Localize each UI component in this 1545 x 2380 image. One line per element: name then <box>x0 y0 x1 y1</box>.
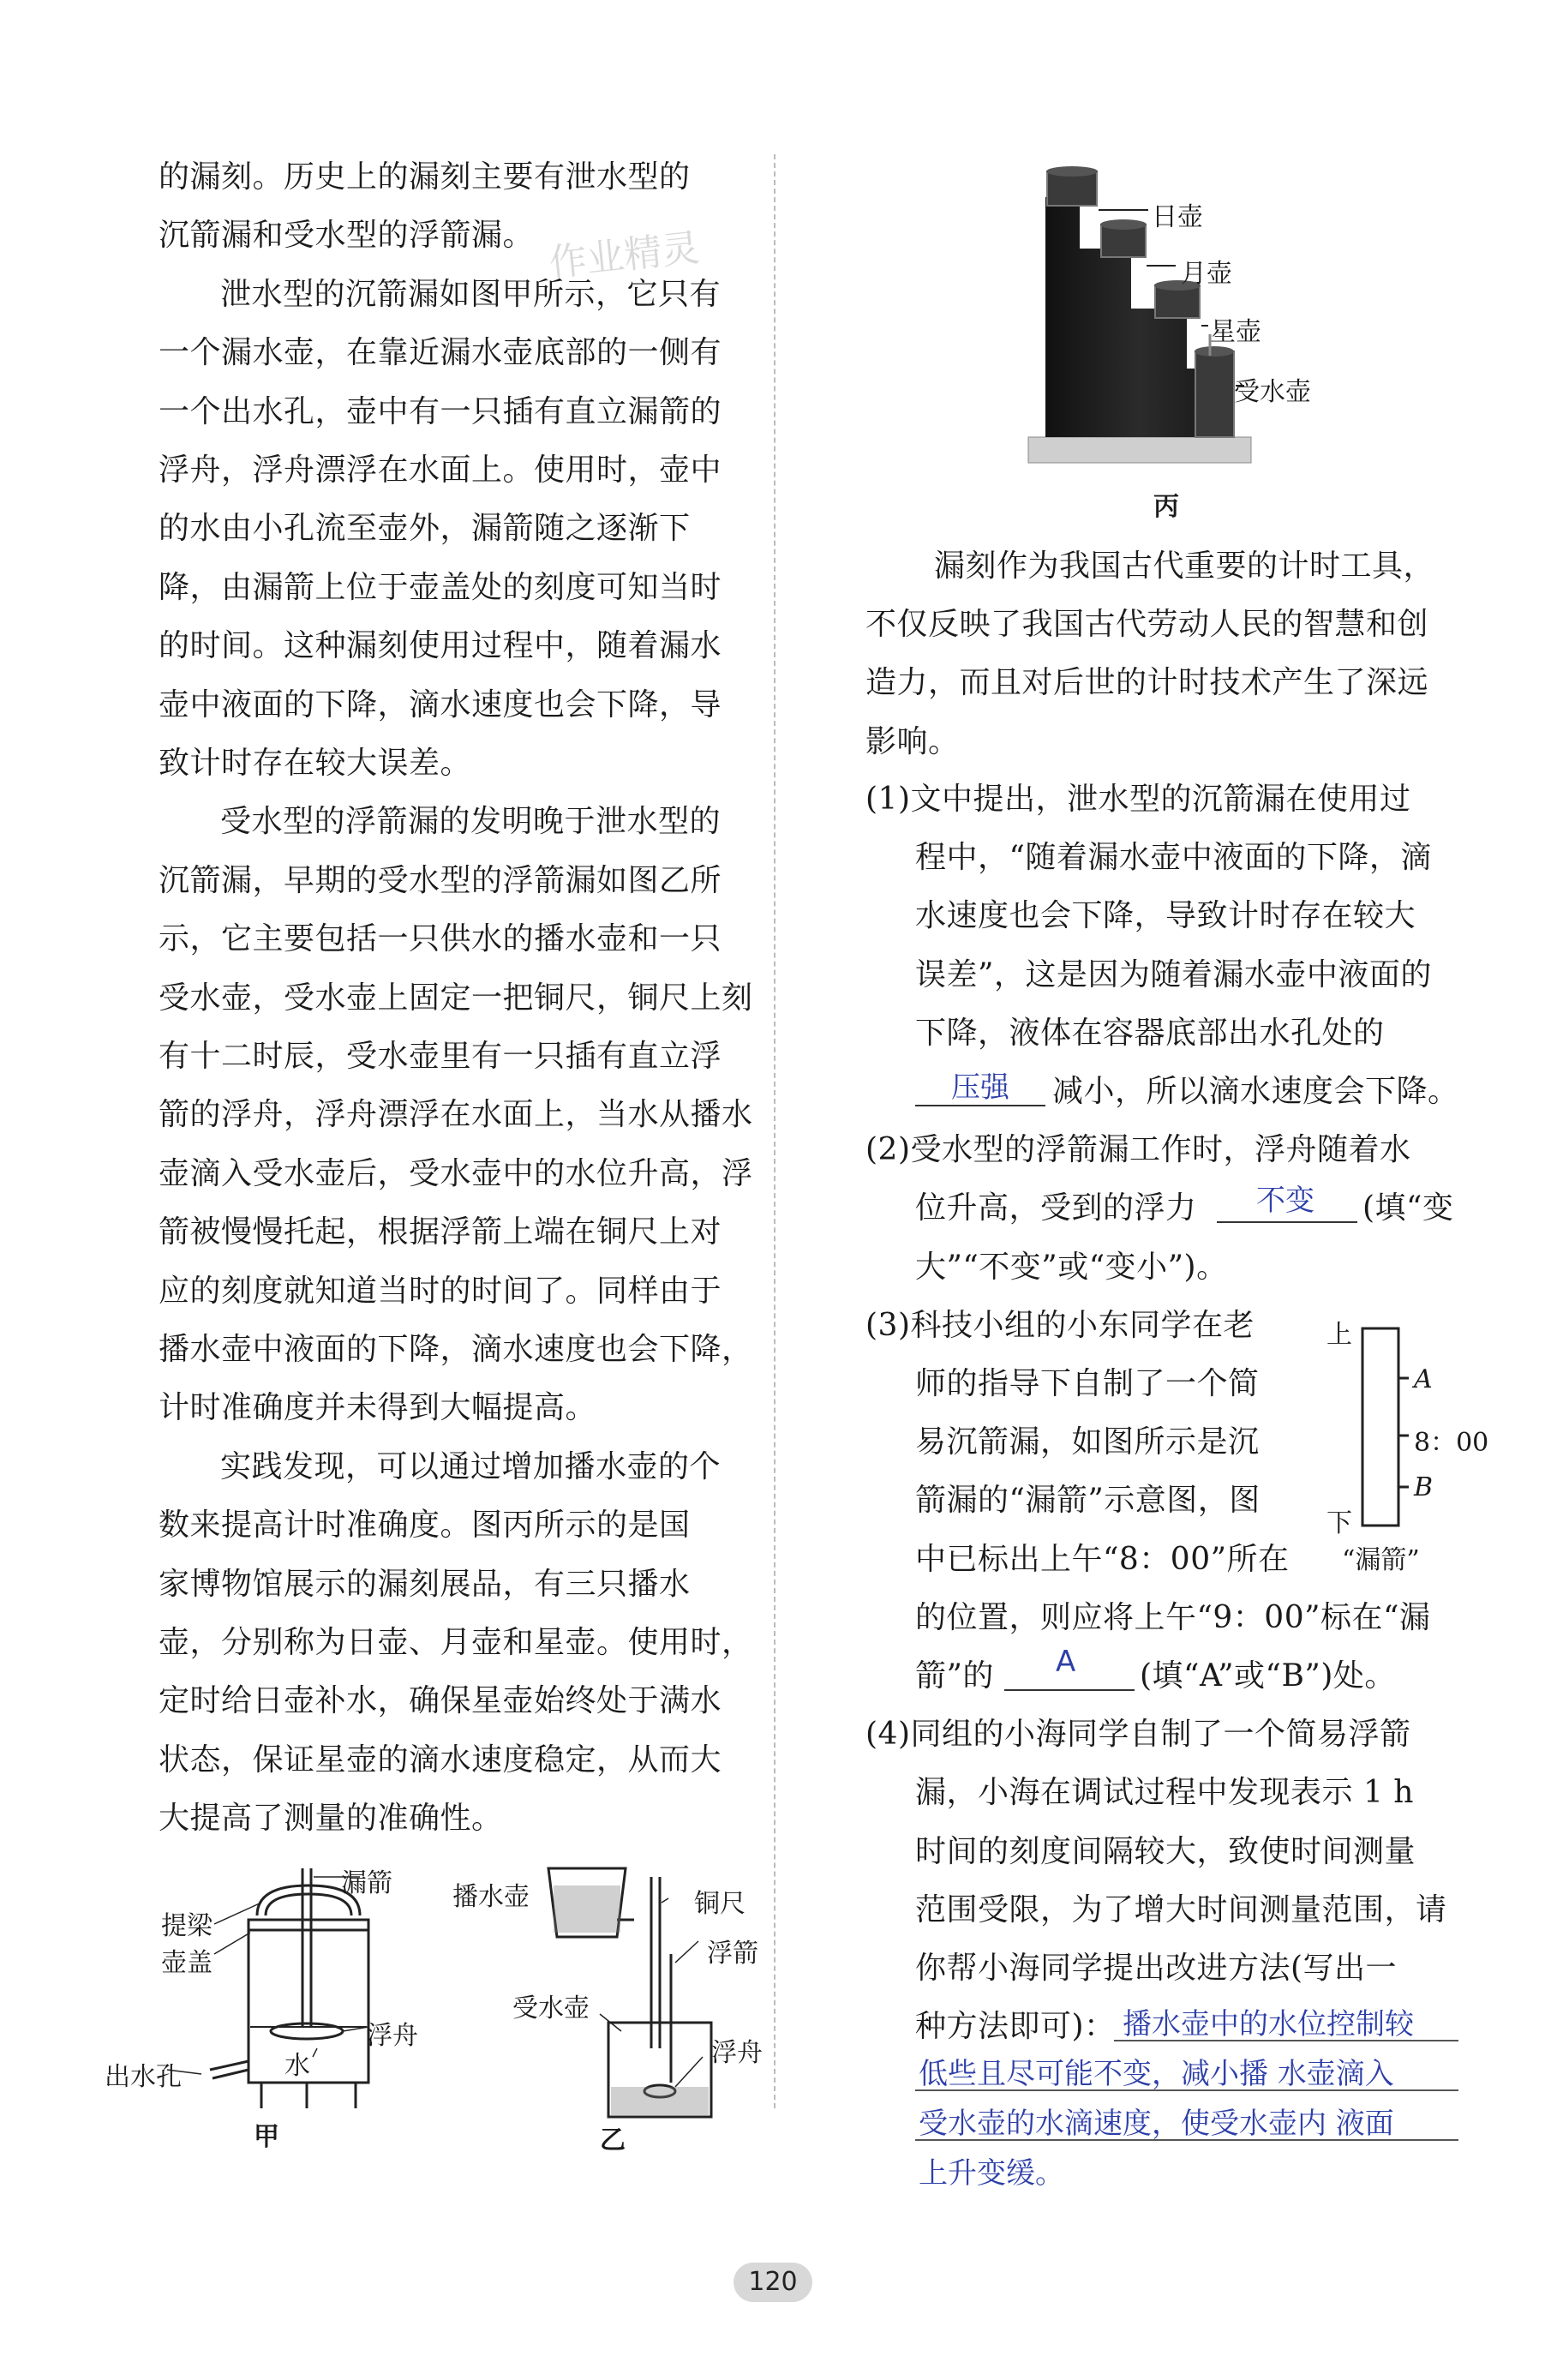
body-text-line: 致计时存在较大误差。 <box>159 746 472 781</box>
q3-text-line: 的位置，则应将上午“9：00”标在“漏 <box>915 1599 1431 1635</box>
q4-text-line: 范围受限，为了增大时间测量范围，请 <box>915 1891 1447 1927</box>
body-text-line: 数来提高计时准确度。图丙所示的是国 <box>159 1508 691 1544</box>
bing-label-sun: 日壶 <box>1152 202 1203 232</box>
q4-answer-handwritten: 播水壶中的水位控制较 <box>1123 2007 1414 2042</box>
q2-answer-handwritten: 不变 <box>1256 1184 1314 1219</box>
scale-top: 上 <box>1326 1320 1352 1350</box>
q4-answer-handwritten: 低些且尽可能不变，减小播 水壶滴入 <box>919 2057 1394 2092</box>
q4-text-line: 漏，小海在调试过程中发现表示 1 h <box>915 1775 1414 1811</box>
scale-label-b: B <box>1414 1472 1434 1502</box>
q3-answer-handwritten: A <box>1056 1645 1076 1679</box>
body-text-line: 播水壶中液面的下降，滴水速度也会下降， <box>159 1332 753 1367</box>
q2-text-line: 位升高，受到的浮力 <box>915 1190 1197 1226</box>
yi-label-receiver: 受水壶 <box>512 1993 590 2023</box>
q2-text-line: (填“变 <box>1362 1190 1454 1226</box>
q4-answer-handwritten: 受水壶的水滴速度，使受水壶内 液面 <box>919 2107 1394 2142</box>
yi-label-supply: 播水壶 <box>452 1882 530 1912</box>
intro-text-line: 造力，而且对后世的计时技术产生了深远 <box>865 665 1429 701</box>
q3-text-line: 易沉箭漏，如图所示是沉 <box>915 1424 1260 1460</box>
body-text-line: 一个出水孔，壶中有一只插有直立漏箭的 <box>159 393 722 429</box>
q3-text-line: (填“A”或“B”)处。 <box>1140 1658 1396 1694</box>
body-text-line: 计时准确度并未得到大幅提高。 <box>159 1390 597 1426</box>
body-text-line: 一个漏水壶，在靠近漏水壶底部的一侧有 <box>159 335 722 371</box>
body-text-line: 的漏刻。历史上的漏刻主要有泄水型的 <box>159 159 691 195</box>
q3-answer-blank[interactable] <box>1004 1689 1135 1691</box>
jia-label-boat: 浮舟 <box>367 2021 418 2051</box>
q1-tail-text: 减小，所以滴水速度会下降。 <box>1052 1074 1459 1109</box>
q1-text-line: (1)文中提出，泄水型的沉箭漏在使用过 <box>865 782 1411 817</box>
q4-answer-line[interactable] <box>1114 2040 1458 2041</box>
figure-jia-caption: 甲 <box>254 2122 279 2152</box>
body-text-line: 箭的浮舟，浮舟漂浮在水面上，当水从播水 <box>159 1097 753 1133</box>
page-number: 120 <box>734 2263 812 2302</box>
jia-label-outlet: 出水孔 <box>105 2062 182 2092</box>
q4-answer-line[interactable] <box>915 2089 1458 2091</box>
body-text-line: 大提高了测量的准确性。 <box>159 1801 503 1837</box>
q3-text-line: 箭”的 <box>915 1658 994 1694</box>
body-text-line: 沉箭漏和受水型的浮箭漏。 <box>159 218 535 254</box>
body-text-line: 实践发现，可以通过增加播水壶的个 <box>220 1448 722 1484</box>
intro-text-line: 漏刻作为我国古代重要的计时工具， <box>934 549 1435 584</box>
yi-label-boat: 浮舟 <box>711 2038 763 2068</box>
q4-text-line: 时间的刻度间隔较大，致使时间测量 <box>915 1833 1416 1869</box>
figure-yi-caption: 乙 <box>600 2125 626 2155</box>
body-text-line: 的时间。这种漏刻使用过程中，随着漏水 <box>159 628 722 664</box>
q4-answer-handwritten: 上升变缓。 <box>919 2156 1064 2191</box>
intro-text-line: 影响。 <box>865 723 960 759</box>
bing-label-receiver: 受水壶 <box>1234 377 1311 407</box>
q4-text-line: (4)同组的小海同学自制了一个简易浮箭 <box>865 1717 1411 1753</box>
q1-text-line: 水速度也会下降，导致计时存在较大 <box>915 898 1416 934</box>
q3-text-line: 师的指导下自制了一个简 <box>915 1366 1260 1401</box>
watermark: 作业精灵 <box>547 225 702 286</box>
body-text-line: 壶滴入受水壶后，受水壶中的水位升高，浮 <box>159 1155 753 1191</box>
body-text-line: 受水壶，受水壶上固定一把铜尺，铜尺上刻 <box>159 980 753 1016</box>
body-text-line: 定时给日壶补水，确保星壶始终处于满水 <box>159 1683 722 1719</box>
jia-label-arrow: 漏箭 <box>341 1868 392 1898</box>
intro-text-line: 不仅反映了我国古代劳动人民的智慧和创 <box>865 607 1429 643</box>
body-text-line: 泄水型的沉箭漏如图甲所示，它只有 <box>220 276 722 312</box>
yi-label-ruler: 铜尺 <box>694 1889 746 1919</box>
column-divider <box>774 154 775 2108</box>
body-text-line: 家博物馆展示的漏刻展品，有三只播水 <box>159 1566 691 1602</box>
q2-text-line: (2)受水型的浮箭漏工作时，浮舟随着水 <box>865 1132 1411 1168</box>
scale-bottom: 下 <box>1326 1508 1352 1538</box>
body-text-line: 箭被慢慢托起，根据浮箭上端在铜尺上对 <box>159 1214 722 1250</box>
body-text-line: 浮舟，浮舟漂浮在水面上。使用时，壶中 <box>159 453 722 488</box>
q4-answer-line[interactable] <box>915 2139 1458 2141</box>
figure-bing-caption: 丙 <box>1153 492 1179 522</box>
q2-answer-blank[interactable] <box>1217 1221 1357 1223</box>
jia-label-lid: 壶盖 <box>161 1948 213 1978</box>
q1-text-line: 下降，液体在容器底部出水孔处的 <box>915 1015 1385 1051</box>
body-text-line: 示，它主要包括一只供水的播水壶和一只 <box>159 921 722 957</box>
bing-label-moon: 月壶 <box>1181 259 1232 289</box>
body-text-line: 受水型的浮箭漏的发明晚于泄水型的 <box>220 804 722 840</box>
q4-text-line: 种方法即可)： <box>915 2009 1116 2045</box>
q2-text-line: 大”“不变”或“变小”)。 <box>915 1249 1228 1285</box>
jia-label-water: 水 <box>284 2051 310 2081</box>
scale-label-time: 8：00 <box>1414 1428 1489 1458</box>
body-text-line: 状态，保证星壶的滴水速度稳定，从而大 <box>159 1742 722 1778</box>
body-text-line: 壶中液面的下降，滴水速度也会下降，导 <box>159 686 722 722</box>
body-text-line: 应的刻度就知道当时的时间了。同样由于 <box>159 1273 722 1309</box>
q4-text-line: 你帮小海同学提出改进方法(写出一 <box>915 1951 1398 1986</box>
q3-text-line: 中已标出上午“8：00”所在 <box>915 1541 1290 1577</box>
jia-label-handle: 提梁 <box>161 1911 213 1941</box>
q3-text-line: 箭漏的“漏箭”示意图，图 <box>915 1483 1261 1519</box>
scale-label-a: A <box>1414 1364 1433 1394</box>
q1-text-line: 程中，“随着漏水壶中液面的下降，滴 <box>915 840 1432 876</box>
body-text-line: 壶，分别称为日壶、月壶和星壶。使用时， <box>159 1625 753 1660</box>
q1-answer-blank[interactable] <box>915 1105 1045 1106</box>
body-text-line: 有十二时辰，受水壶里有一只插有直立浮 <box>159 1039 722 1074</box>
body-text-line: 降，由漏箭上位于壶盖处的刻度可知当时 <box>159 569 722 605</box>
body-text-line: 沉箭漏，早期的受水型的浮箭漏如图乙所 <box>159 862 722 898</box>
q3-text-line: (3)科技小组的小东同学在老 <box>865 1307 1255 1343</box>
bing-label-star: 星壶 <box>1210 317 1261 347</box>
yi-label-arrow: 浮箭 <box>707 1939 758 1969</box>
q1-answer-handwritten: 压强 <box>951 1070 1009 1105</box>
body-text-line: 的水由小孔流至壶外，漏箭随之逐渐下 <box>159 511 691 547</box>
scale-caption: “漏箭” <box>1342 1545 1420 1575</box>
q1-text-line: 误差”，这是因为随着漏水壶中液面的 <box>915 956 1432 992</box>
